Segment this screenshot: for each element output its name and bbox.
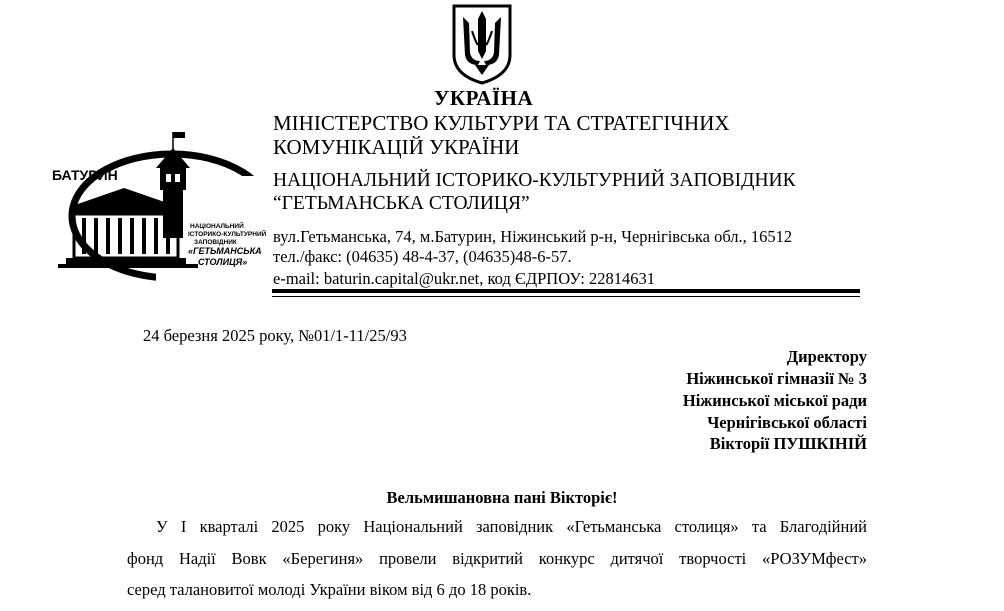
ministry-name-line1: МІНІСТЕРСТВО КУЛЬТУРИ ТА СТРАТЕГІЧНИХ xyxy=(273,111,730,135)
ukraine-trident-icon xyxy=(451,3,513,85)
svg-text:БАТУРИН: БАТУРИН xyxy=(52,167,118,183)
svg-text:«ГЕТЬМАНСЬКА: «ГЕТЬМАНСЬКА xyxy=(188,246,262,256)
body-line: серед талановитої молоді України віком від 6 до 18 років. xyxy=(127,580,532,599)
svg-text:НАЦІОНАЛЬНИЙ: НАЦІОНАЛЬНИЙ xyxy=(190,223,244,230)
baturin-reserve-logo xyxy=(52,128,274,290)
recipient-line: Чернігівської області xyxy=(707,413,867,432)
recipient-line: Ніжинської гімназії № 3 xyxy=(686,369,867,388)
letter-date-reference: 24 березня 2025 року, №01/1-11/25/93 xyxy=(143,326,407,345)
email-line: e-mail: baturin.capital@ukr.net, код ЄДРПОУ: 22814631 xyxy=(273,269,655,288)
recipient-line: Вікторії ПУШКІНІЙ xyxy=(709,434,867,453)
country-heading: УКРАЇНА xyxy=(434,86,534,110)
svg-text:ЗАПОВІДНИК: ЗАПОВІДНИК xyxy=(194,239,237,246)
address-line: вул.Гетьманська, 74, м.Батурин, Ніжинський р-н, Чернігівська обл., 16512 xyxy=(273,227,793,246)
greeting: Вельмишановна пані Вікторіє! xyxy=(386,488,618,507)
ministry-name-line2: КОМУНІКАЦІЙ УКРАЇНИ xyxy=(273,135,520,159)
body-line: фонд Надії Вовк «Берегиня» провели відкритий конкурс дитячої творчості «РОЗУМфест» xyxy=(127,549,867,568)
svg-text:СТОЛИЦЯ»: СТОЛИЦЯ» xyxy=(198,257,248,267)
recipient-line: Ніжинської міської ради xyxy=(682,391,867,410)
reserve-name-line2: “ГЕТЬМАНСЬКА СТОЛИЦЯ” xyxy=(273,193,530,214)
phone-line: тел./факс: (04635) 48-4-37, (04635)48-6-57. xyxy=(273,247,572,266)
svg-text:ІСТОРИКО-КУЛЬТУРНИЙ: ІСТОРИКО-КУЛЬТУРНИЙ xyxy=(188,231,267,238)
body-line: У І кварталі 2025 року Національний заповідник «Гетьманська столиця» та Благодійний xyxy=(156,517,867,536)
header-rule-thick xyxy=(272,289,860,293)
header-rule-thin xyxy=(272,296,860,297)
recipient-line: Директору xyxy=(786,347,867,366)
reserve-name-line1: НАЦІОНАЛЬНИЙ ІСТОРИКО-КУЛЬТУРНИЙ ЗАПОВІДНИК xyxy=(273,170,796,191)
